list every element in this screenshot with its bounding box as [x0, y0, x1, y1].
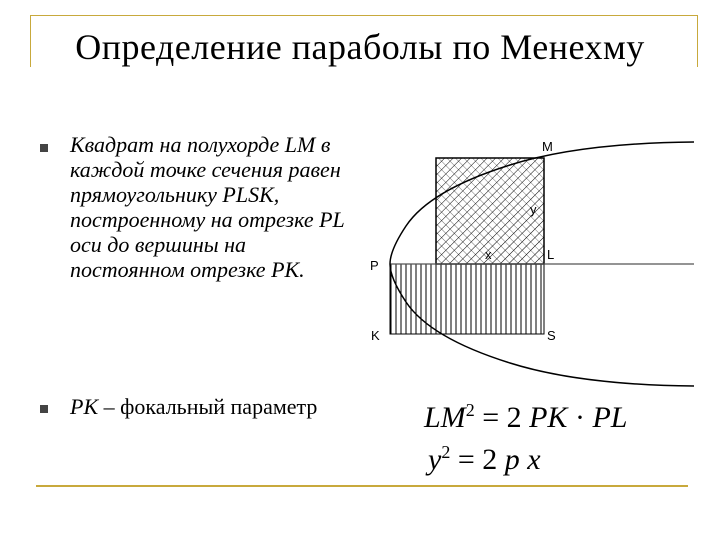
formula-2-exp: 2	[441, 442, 451, 462]
formula-1-dot: ·	[567, 401, 593, 434]
bullet-text-2-rest: – фокальный параметр	[98, 394, 318, 419]
formula-1-pl: PL	[592, 401, 628, 434]
label-x: x	[485, 247, 492, 262]
rectangle-plsk-fill	[390, 264, 544, 334]
formula-1-eq: = 2	[474, 401, 530, 434]
label-y: y	[530, 202, 537, 217]
formula-2	[428, 442, 541, 477]
formula-1-exp: 2	[465, 400, 475, 420]
formula-1-pk: PK	[529, 401, 568, 434]
formula-1	[424, 400, 627, 435]
label-m: M	[542, 139, 553, 154]
slide-title: Определение параболы по Менехму	[75, 27, 645, 67]
pk-italic: PK	[70, 394, 99, 419]
label-k: K	[371, 328, 380, 343]
label-l: L	[547, 247, 555, 262]
formula-1-lm: LM	[424, 401, 466, 434]
label-p: P	[370, 258, 379, 273]
label-s: S	[547, 328, 556, 343]
formula-2-eq: = 2	[450, 443, 505, 476]
formula-2-y: y	[428, 443, 442, 476]
bullet-text-1: Квадрат на полухорде LM в каждой точке сечения равен прямоугольнику PLSK, построенному на отрезке PL оси до вершины на постоянном отрезке PK.	[70, 132, 345, 282]
formula-2-x: x	[519, 443, 541, 476]
formula-2-p: p	[504, 443, 520, 476]
